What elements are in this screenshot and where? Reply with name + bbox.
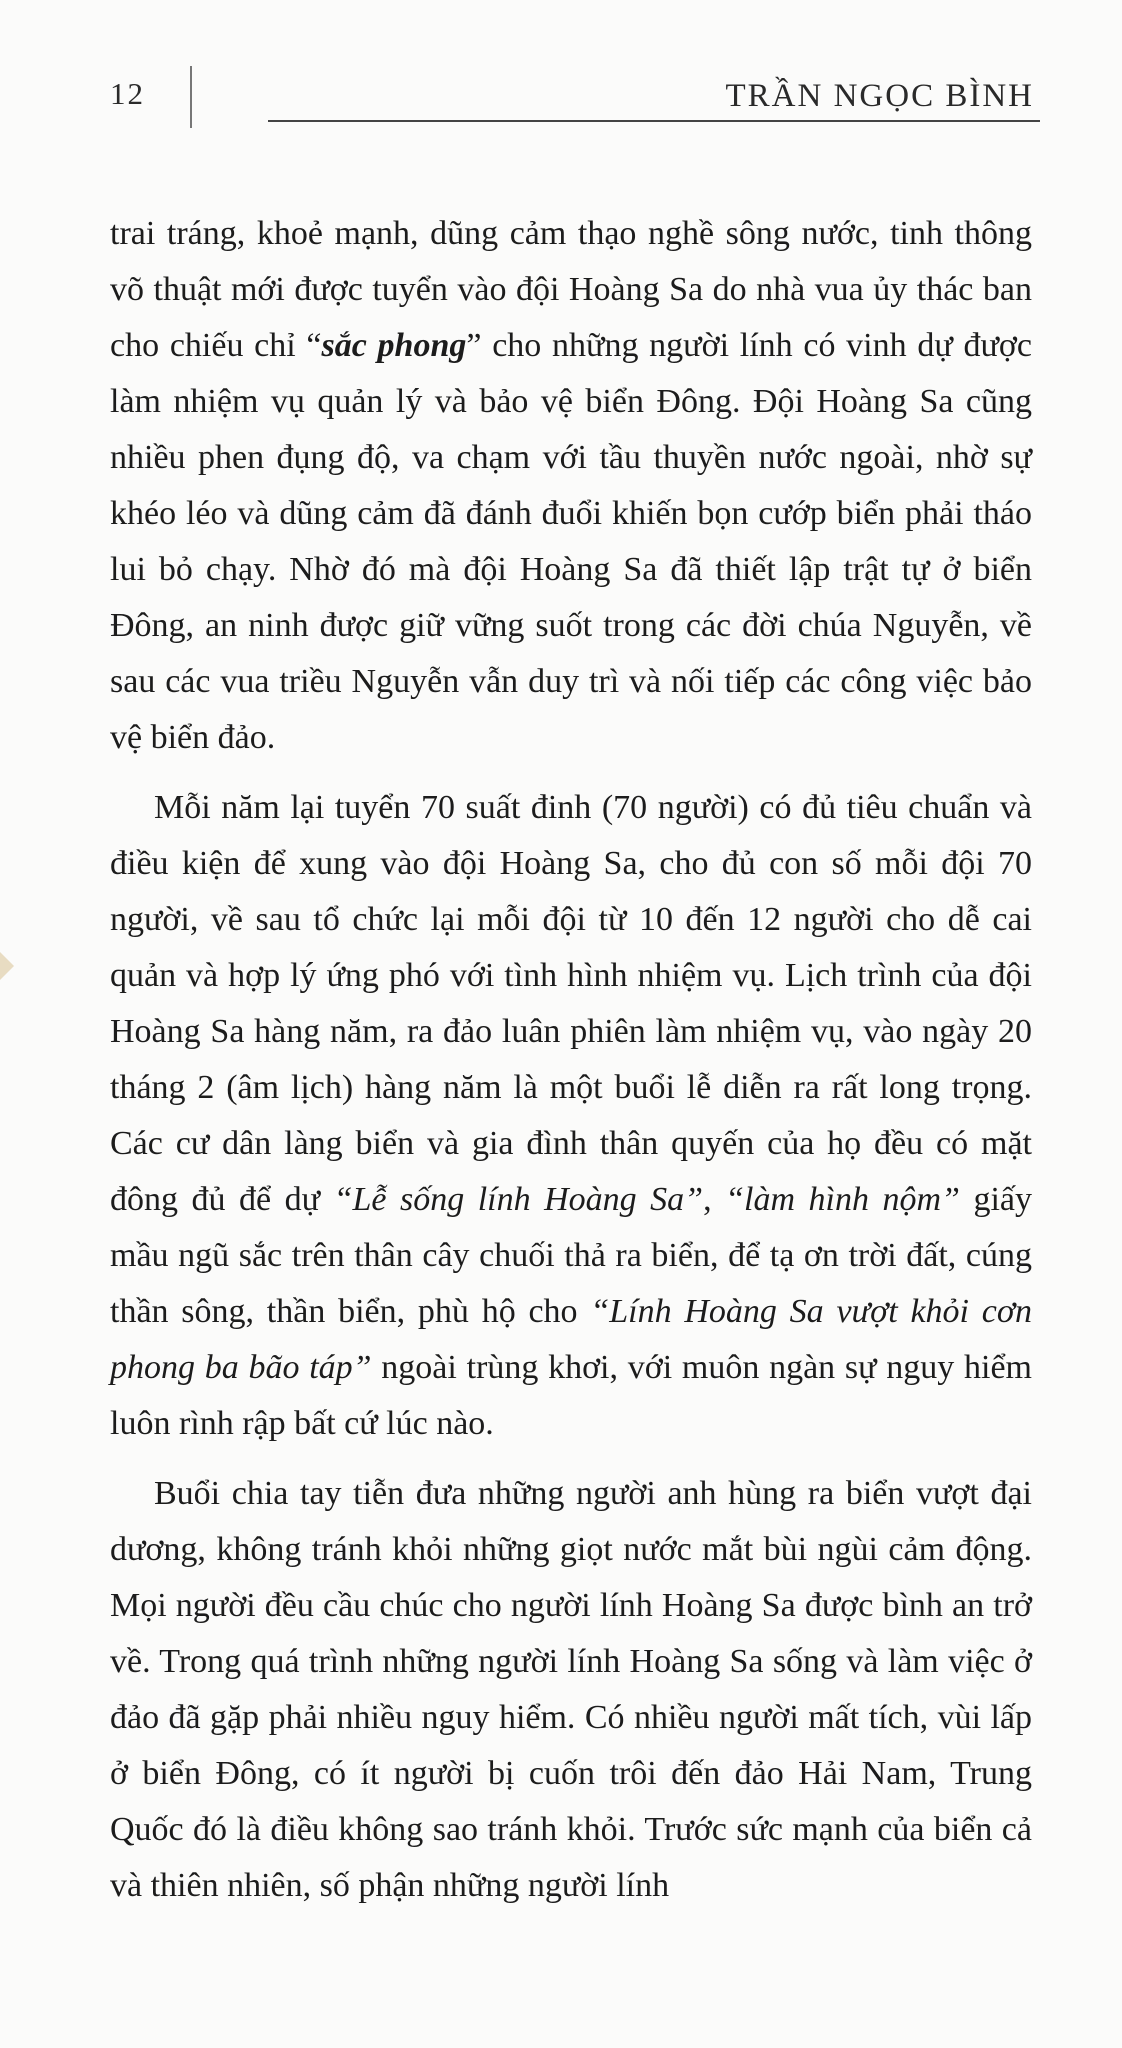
emphasis-lam-hinh-nom: “làm hình nộm”: [725, 1181, 960, 1218]
paragraph-2-text-1: Mỗi năm lại tuyển 70 suất đinh (70 người) có đủ tiêu chuẩn và điều kiện để xung vào đội Hoàng Sa, cho đủ con số mỗi đội 70 người, về sau tổ chức lại mỗi đội từ 10 đến 12 người cho dễ cai quản và hợp lý ứng phó với tình hình nhiệm vụ. Lịch trình của đội Hoàng Sa hàng năm, ra đảo luân phiên làm nhiệm vụ, vào ngày 20 tháng 2 (âm lịch) hàng năm là một buổi lễ diễn ra rất long trọng. Các cư dân làng biển và gia đình thân quyến của họ đều có mặt đông đủ để dự: [110, 789, 1032, 1218]
paragraph-1: [110, 206, 1032, 766]
header-divider: [190, 66, 192, 128]
running-header: [0, 0, 1122, 140]
paragraph-3: [110, 1466, 1032, 1914]
header-rule: [268, 120, 1040, 122]
paragraph-2-text-3: giấy mầu ngũ sắc trên thân cây chuối thả ra biển, để tạ ơn trời đất, cúng thần sông, thần biển, phù hộ cho: [110, 1181, 1032, 1330]
header-author: TRẦN NGỌC BÌNH: [725, 78, 1034, 114]
body-text: [110, 206, 1032, 1914]
paragraph-1-text-1: trai tráng, khoẻ mạnh, dũng cảm thạo nghề sông nước, tinh thông võ thuật mới được tuyển vào đội Hoàng Sa do nhà vua ủy thác ban cho chiếu chỉ “: [110, 215, 1032, 364]
paragraph-2-text-2: ,: [703, 1181, 726, 1218]
emphasis-linh-hoang-sa: “Lính Hoàng Sa vượt khỏi cơn phong ba bão táp”: [110, 1293, 1032, 1386]
paragraph-2: [110, 780, 1032, 1452]
emphasis-sac-phong: sắc phong: [321, 327, 467, 364]
paragraph-3-text-1: Buổi chia tay tiễn đưa những người anh hùng ra biển vượt đại dương, không tránh khỏi những giọt nước mắt bùi ngùi cảm động. Mọi người đều cầu chúc cho người lính Hoàng Sa được bình an trở về. Trong quá trình những người lính Hoàng Sa sống và làm việc ở đảo đã gặp phải nhiều nguy hiểm. Có nhiều người mất tích, vùi lấp ở biển Đông, có ít người bị cuốn trôi đến đảo Hải Nam, Trung Quốc đó là điều không sao tránh khỏi. Trước sức mạnh của biển cả và thiên nhiên, số phận những người lính: [110, 1475, 1032, 1904]
page-number: 12: [110, 76, 145, 111]
paragraph-2-text-4: ngoài trùng khơi, với muôn ngàn sự nguy hiểm luôn rình rập bất cứ lúc nào.: [110, 1349, 1032, 1442]
page-edge-mark: [0, 952, 14, 980]
paragraph-1-text-2: ” cho những người lính có vinh dự được làm nhiệm vụ quản lý và bảo vệ biển Đông. Đội Hoàng Sa cũng nhiều phen đụng độ, va chạm với tầu thuyền nước ngoài, nhờ sự khéo léo và dũng cảm đã đánh đuổi khiến bọn cướp biển phải tháo lui bỏ chạy. Nhờ đó mà đội Hoàng Sa đã thiết lập trật tự ở biển Đông, an ninh được giữ vững suốt trong các đời chúa Nguyễn, về sau các vua triều Nguyễn vẫn duy trì và nối tiếp các công việc bảo vệ biển đảo.: [110, 327, 1032, 756]
emphasis-le-song-linh: “Lễ sống lính Hoàng Sa”: [333, 1181, 704, 1218]
